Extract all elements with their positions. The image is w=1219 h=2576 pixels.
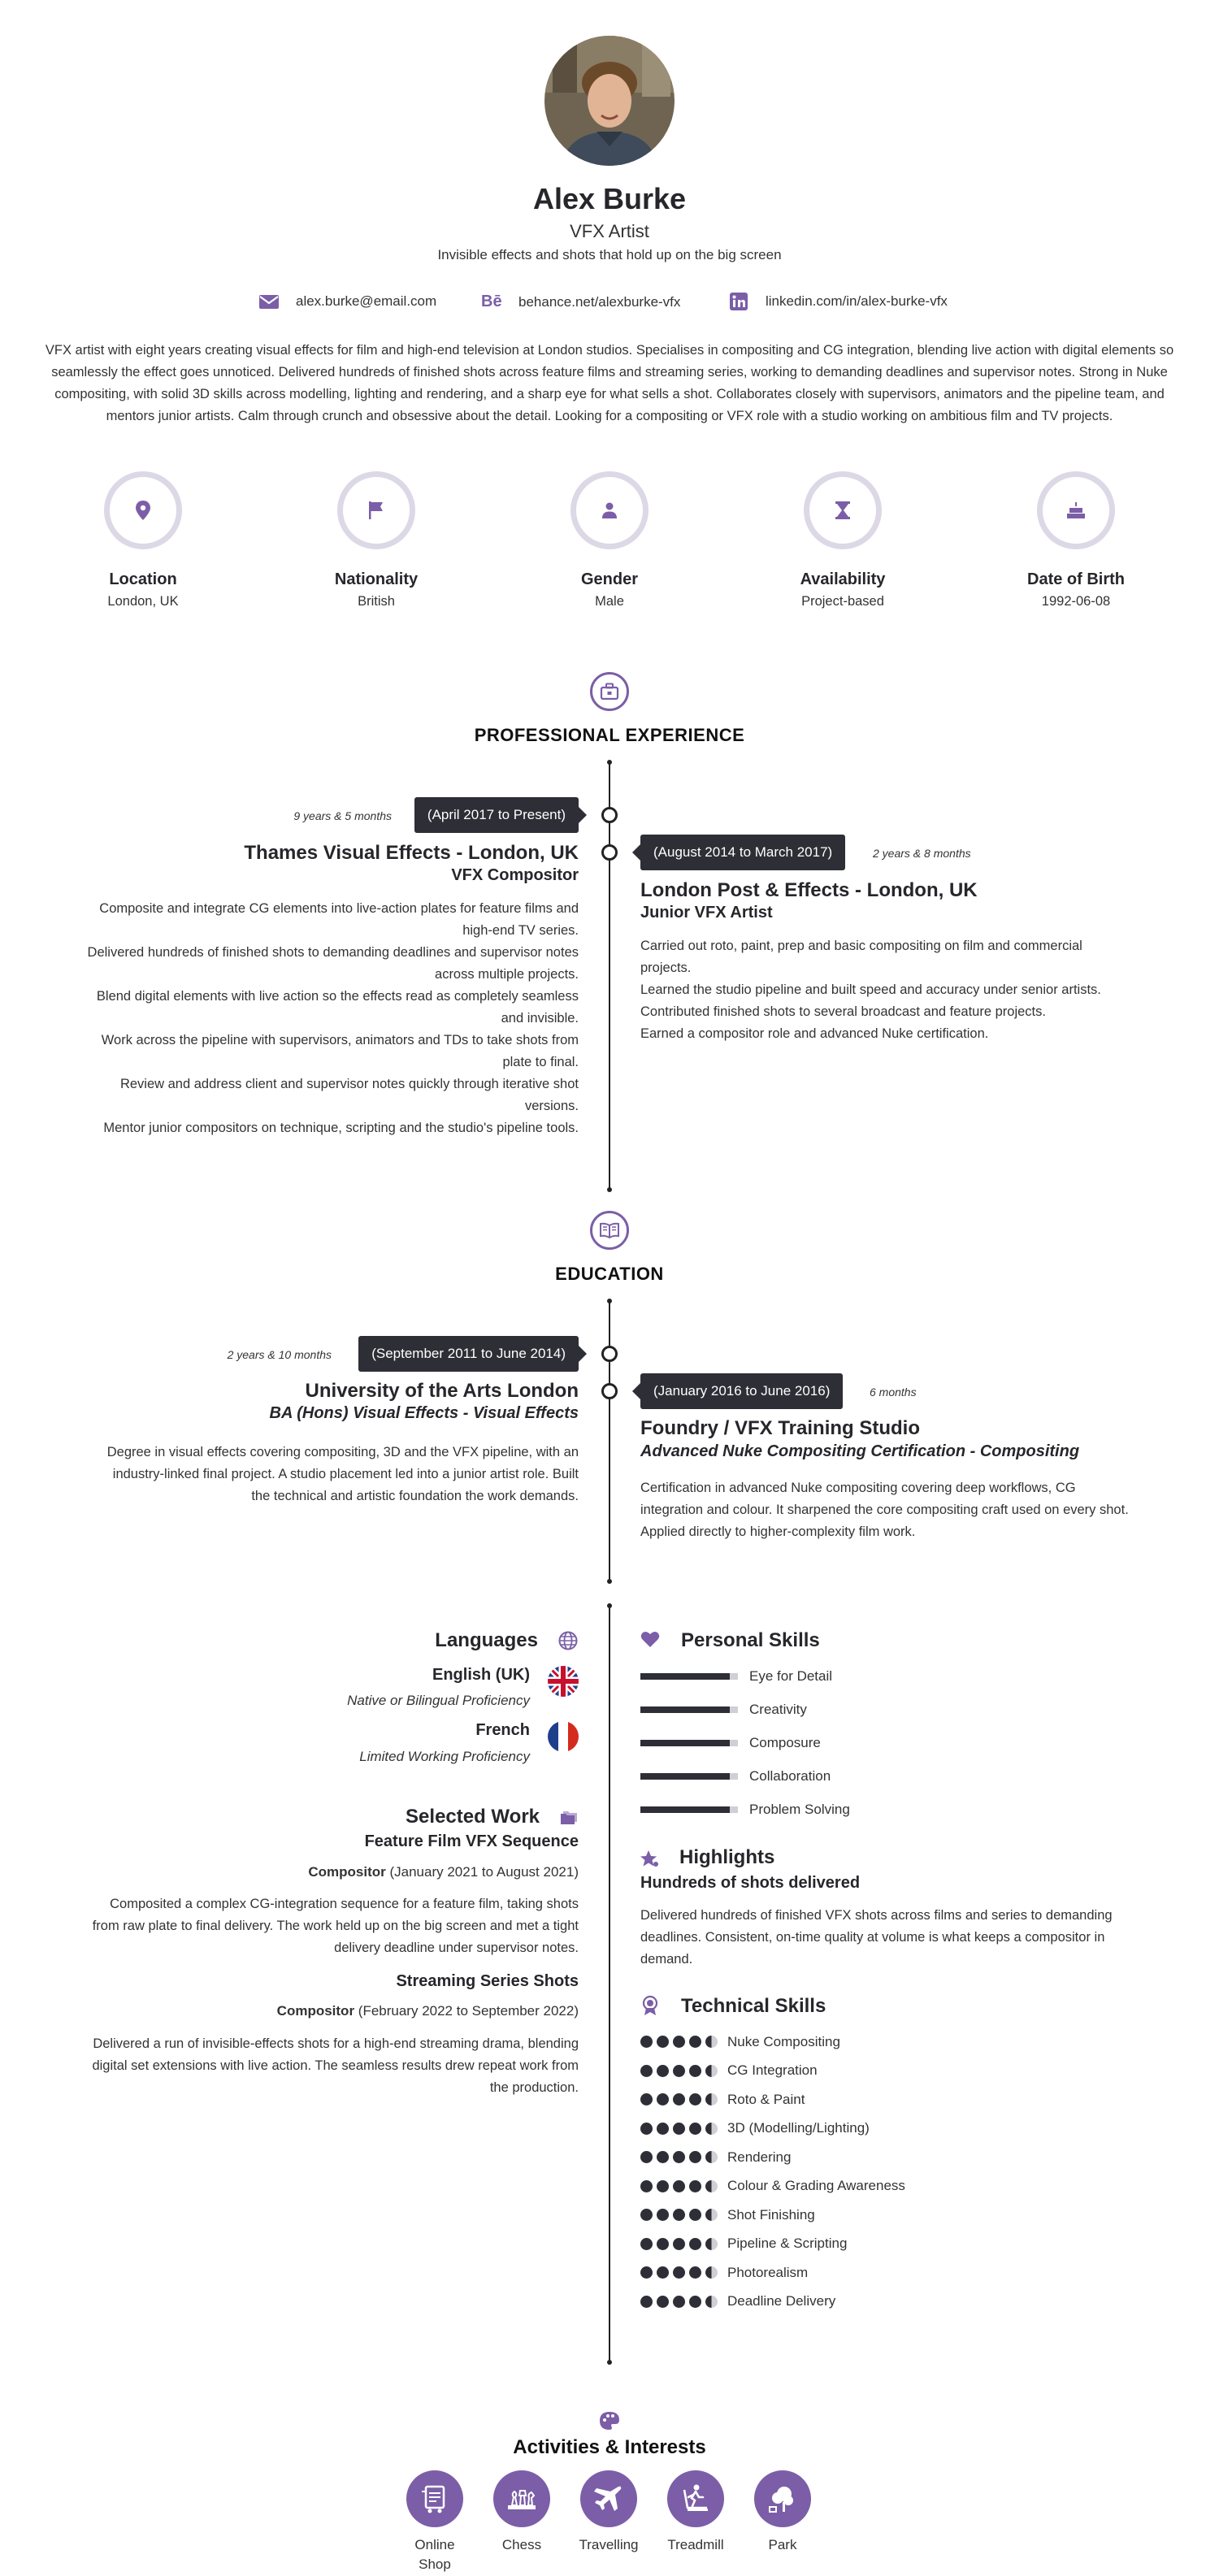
tech-skill-name: Photorealism [727,2264,809,2280]
skill-row [640,1793,1128,1826]
folder-icon [559,1809,579,1829]
skill-bar [640,1706,738,1713]
skill-rating [640,2266,718,2279]
desc-line: the technical and artistic foundation the work demands. [251,1489,579,1503]
tech-skill-row [640,2057,1128,2086]
work-meta [33,2003,579,2019]
skills-divider [609,1606,610,2361]
rating-dot [689,2151,701,2163]
skill-row [640,1693,1128,1726]
skill-bar [640,1773,738,1780]
skill-rating [640,2151,718,2163]
activity-park [742,2470,823,2555]
education-dates-badge: (January 2016 to June 2016) [640,1373,843,1409]
award-icon [640,1995,660,2020]
skill-bar [640,1806,738,1813]
job-duration: 2 years & 8 months [873,847,971,860]
work-role: Compositor [308,1864,386,1880]
rating-dot [640,2036,653,2048]
desc-line: and invisible. [501,1011,579,1026]
rating-dot [640,2180,653,2192]
info-value: London, UK [107,594,179,609]
star-icon [639,1850,660,1873]
education-description [640,1477,1185,1543]
job-role: Junior VFX Artist [640,904,773,922]
rating-dot [673,2123,685,2135]
technical-skills-list [640,2027,1128,2316]
info-value: Male [595,594,624,609]
education-duration: 6 months [870,1386,917,1399]
rating-dot [673,2036,685,2048]
tech-skill-row [640,2114,1128,2144]
desc-line: versions. [524,1099,579,1113]
job-organization: Thames Visual Effects - London, UK [244,842,579,864]
education-title: EDUCATION [555,1264,664,1284]
work-dates: (January 2021 to August 2021) [385,1864,579,1880]
rating-dot [657,2296,669,2308]
tech-skill-name: CG Integration [727,2062,818,2079]
activity-online-shop [394,2470,475,2574]
rating-dot [657,2209,669,2221]
desc-line: Delivered hundreds of finished shots to demanding deadlines and supervisor notes [87,945,579,960]
rating-dot [640,2151,653,2163]
rating-dot [657,2180,669,2192]
rating-dot [640,2238,653,2250]
skill-row [640,1759,1128,1793]
info-value: Project-based [801,594,884,609]
skill-rating [640,2180,718,2192]
email-icon [258,293,280,310]
candidate-name: Alex Burke [532,182,687,215]
desc-line: Mentor junior compositors on technique, scripting and the studio's pipeline tools. [103,1121,579,1135]
info-location [46,471,241,609]
desc-line: the production. [489,2080,579,2095]
desc-line: Degree in visual effects covering compositing, 3D and the VFX pipeline, with an [106,1445,579,1459]
education-duration: 2 years & 10 months [227,1348,332,1361]
timeline-dot [607,1187,612,1192]
rating-dot [657,2123,669,2135]
skill-rating [640,2123,718,2135]
desc-line: high-end TV series. [462,923,579,938]
desc-line: Review and address client and supervisor notes quickly through iterative shot [119,1077,579,1091]
desc-line: Work across the pipeline with supervisors, animators and TDs to take shots from [101,1033,579,1047]
info-value: British [358,594,395,609]
language-level: Limited Working Proficiency [359,1749,530,1764]
info-label: Nationality [334,570,419,588]
rating-dot [689,2266,701,2279]
desc-line: delivery deadline under supervisor notes. [334,1941,579,1955]
language-name: French [475,1721,530,1739]
heart-icon [640,1630,660,1652]
rating-dot [673,2238,685,2250]
hourglass-icon [835,501,851,520]
timeline-node [601,1383,618,1399]
behance-contact[interactable] [481,293,680,311]
rating-dot [673,2093,685,2105]
info-availability [745,471,940,609]
tech-skill-row [640,2027,1128,2057]
experience-title: PROFESSIONAL EXPERIENCE [474,725,745,745]
rating-dot [657,2266,669,2279]
rating-dot [689,2123,701,2135]
skill-bar [640,1673,738,1680]
activity-label: Shop [419,2556,451,2572]
rating-dot [705,2238,718,2250]
work-description [33,1893,579,1959]
rating-dot [657,2151,669,2163]
activity-treadmill [655,2470,736,2555]
work-role: Compositor [276,2003,355,2019]
skill-rating [640,2238,718,2250]
info-label: Location [109,570,177,588]
email-text[interactable]: alex.burke@email.com [296,293,437,309]
rating-dot [673,2151,685,2163]
education-institution: University of the Arts London [305,1380,579,1402]
activities-title: Activities & Interests [513,2436,706,2458]
info-label: Availability [800,570,886,588]
uk-flag-icon [548,1666,579,1697]
rating-dot [640,2093,653,2105]
rating-dot [689,2093,701,2105]
profile-photo [544,36,675,166]
desc-line: projects. [640,961,692,975]
desc-line: digital set extensions with live action. The seamless results drew repeat work from [92,2058,579,2073]
airplane-icon [592,2483,625,2515]
france-flag-icon [548,1721,579,1752]
skill-rating [640,2036,718,2048]
language-level: Native or Bilingual Proficiency [347,1693,530,1708]
education-institution: Foundry / VFX Training Studio [640,1417,920,1439]
palette-icon [598,2410,621,2435]
desc-line: demand. [640,1952,693,1967]
skill-name: Problem Solving [749,1801,850,1817]
rating-dot [673,2266,685,2279]
desc-line: Learned the studio pipeline and built speed and accuracy under senior artists. [640,982,1101,997]
rating-dot [657,2238,669,2250]
treadmill-icon [679,2483,712,2514]
book-icon [590,1211,629,1250]
globe-icon [557,1630,579,1655]
rating-dot [640,2266,653,2279]
job-role: VFX Compositor [451,866,579,884]
desc-line: Applied directly to higher-complexity film work. [640,1524,916,1539]
rating-dot [705,2296,718,2308]
desc-line: Contributed finished shots to several broadcast and feature projects. [640,1004,1046,1019]
info-gender [512,471,707,609]
tree-icon [766,2483,799,2515]
tech-skill-row [640,2258,1128,2288]
rating-dot [640,2296,653,2308]
flag-icon [367,501,385,520]
tech-skill-row [640,2085,1128,2114]
tech-skill-row [640,2172,1128,2201]
desc-line: Carried out roto, paint, prep and basic compositing on film and commercial [640,939,1082,953]
skill-rating [640,2065,718,2077]
behance-text[interactable]: behance.net/alexburke-vfx [518,293,681,310]
tech-skill-name: Nuke Compositing [727,2033,840,2049]
candidate-role: VFX Artist [570,221,649,241]
activity-label: Chess [501,2537,542,2552]
desc-line: industry-linked final project. A studio placement led into a junior artist role. Built [112,1467,579,1481]
experience-timeline [609,762,610,1190]
education-degree: Advanced Nuke Compositing Certification - Compositing [640,1442,1080,1460]
rating-dot [657,2065,669,2077]
person-icon [601,501,618,519]
desc-line: across multiple projects. [435,967,579,982]
timeline-node [601,1346,618,1362]
languages-title: Languages [435,1629,538,1651]
rating-dot [705,2180,718,2192]
rating-dot [673,2296,685,2308]
work-meta [33,1864,579,1880]
desc-line: deadlines. Consistent, on-time quality at volume is what keeps a compositor in [640,1930,1105,1945]
desc-line: Composite and integrate CG elements into live-action plates for feature films and [99,901,579,916]
job-dates-badge: (April 2017 to Present) [414,797,579,833]
activity-label: Online [414,2537,455,2552]
rating-dot [640,2123,653,2135]
rating-dot [689,2209,701,2221]
rating-dot [673,2065,685,2077]
job-description [33,898,579,1139]
cake-icon [1066,501,1086,519]
activity-label: Park [768,2537,797,2552]
desc-line: Certification in advanced Nuke compositing covering deep workflows, CG [640,1481,1076,1495]
rating-dot [705,2209,718,2221]
work-dates: (February 2022 to September 2022) [354,2003,579,2019]
rating-dot [657,2036,669,2048]
rating-dot [705,2093,718,2105]
activity-chess [481,2470,562,2555]
rating-dot [705,2036,718,2048]
highlights-title: Highlights [679,1846,775,1868]
tech-skill-name: Roto & Paint [727,2091,805,2107]
skill-row [640,1726,1128,1759]
skill-name: Eye for Detail [749,1667,833,1684]
personal-skills-title: Personal Skills [681,1629,820,1651]
rating-dot [705,2065,718,2077]
language-name: English (UK) [432,1666,530,1684]
skill-rating [640,2296,718,2308]
rating-dot [689,2180,701,2192]
rating-dot [640,2065,653,2077]
education-degree: BA (Hons) Visual Effects - Visual Effects [269,1404,579,1422]
education-timeline [609,1301,610,1581]
job-organization: London Post & Effects - London, UK [640,879,978,901]
location-pin-icon [134,500,152,521]
rating-dot [705,2266,718,2279]
desc-line: Composited a complex CG-integration sequence for a feature film, taking shots [110,1897,579,1911]
timeline-node [601,807,618,823]
rating-dot [640,2209,653,2221]
desc-line: Blend digital elements with live action so the effects read as completely seamless [96,989,579,1004]
job-description [640,935,1185,1045]
work-description [33,2033,579,2099]
activity-label: Treadmill [667,2537,724,2552]
activity-travelling [568,2470,649,2555]
timeline-dot [607,2360,612,2365]
tech-skill-row [640,2230,1128,2259]
tech-skill-name: Colour & Grading Awareness [727,2178,905,2194]
job-dates-badge: (August 2014 to March 2017) [640,835,845,870]
education-description [33,1442,579,1507]
rating-dot [689,2296,701,2308]
email-contact[interactable] [258,293,436,310]
work-name: Feature Film VFX Sequence [364,1832,579,1850]
personal-skills-list [640,1659,1128,1826]
rating-dot [689,2065,701,2077]
selected-work-title: Selected Work [406,1806,540,1828]
work-name: Streaming Series Shots [396,1972,579,1990]
highlights-subtitle: Hundreds of shots delivered [640,1874,861,1892]
skill-bar [640,1740,738,1746]
info-date-of-birth [978,471,1173,609]
timeline-node [601,844,618,861]
rating-dot [673,2209,685,2221]
skill-name: Creativity [749,1701,807,1717]
chess-icon [505,2484,539,2513]
tech-skill-name: Shot Finishing [727,2206,815,2223]
tech-skill-row [640,2288,1128,2317]
desc-line: Delivered hundreds of finished VFX shots across films and series to demanding [640,1908,1113,1923]
activity-label: Travelling [579,2537,639,2552]
info-label: Gender [580,570,639,588]
tech-skill-row [640,2201,1128,2230]
rating-dot [689,2238,701,2250]
desc-line: plate to final. [502,1055,579,1069]
job-duration: 9 years & 5 months [293,809,392,822]
timeline-dot [607,1579,612,1584]
candidate-tagline: Invisible effects and shots that hold up on the big screen [437,247,782,262]
tech-skill-name: Deadline Delivery [727,2293,836,2309]
tech-skill-name: Rendering [727,2149,792,2165]
tech-skill-row [640,2143,1128,2172]
skill-row [640,1659,1128,1693]
rating-dot [689,2036,701,2048]
technical-skills-title: Technical Skills [681,1995,826,2017]
highlights-text [640,1905,1185,1971]
desc-line: integration and colour. It sharpened the core compositing craft used on every shot. [640,1503,1129,1517]
rating-dot [673,2180,685,2192]
shopping-cart-icon [419,2483,451,2514]
rating-dot [705,2123,718,2135]
info-label: Date of Birth [1027,570,1125,588]
linkedin-text[interactable]: linkedin.com/in/alex-burke-vfx [766,293,948,309]
desc-line: from raw plate to final delivery. The work held up on the big screen and met a tight [92,1919,579,1933]
rating-dot [657,2093,669,2105]
linkedin-contact[interactable] [728,293,948,310]
education-dates-badge: (September 2011 to June 2014) [358,1336,579,1372]
desc-line: Delivered a run of invisible-effects shots for a high-end streaming drama, blending [93,2036,579,2051]
skill-rating [640,2093,718,2105]
desc-line: Earned a compositor role and advanced Nuke certification. [640,1026,989,1041]
skill-name: Composure [749,1734,821,1750]
rating-dot [705,2151,718,2163]
info-nationality [279,471,474,609]
briefcase-icon [590,672,629,711]
tech-skill-name: Pipeline & Scripting [727,2236,848,2252]
behance-icon: Bē [481,293,502,310]
skill-rating [640,2209,718,2221]
profile-summary: VFX artist with eight years creating visual effects for film and high-end television at London studios. Specialises in compositing and CG integration, blending live action with digital elements so seamlessly the effect goes unnoticed. Delivered hundreds of finished shots across feature films and streaming series, working to demanding deadlines and supervisor notes. Strong in Nuke compositing, with solid 3D skills across modelling, lighting and rendering, and a sharp eye for what sells a shot. Collaborates closely with supervisors, animators and the pipeline team, and mentors junior artists. Calm through crunch and obsessive about the detail. Looking for a compositing or VFX role with a studio working on ambitious film and TV projects. [45,343,1174,423]
tech-skill-name: 3D (Modelling/Lighting) [727,2120,870,2136]
linkedin-icon [728,293,749,310]
info-value: 1992-06-08 [1041,594,1111,609]
skill-name: Collaboration [749,1767,831,1784]
